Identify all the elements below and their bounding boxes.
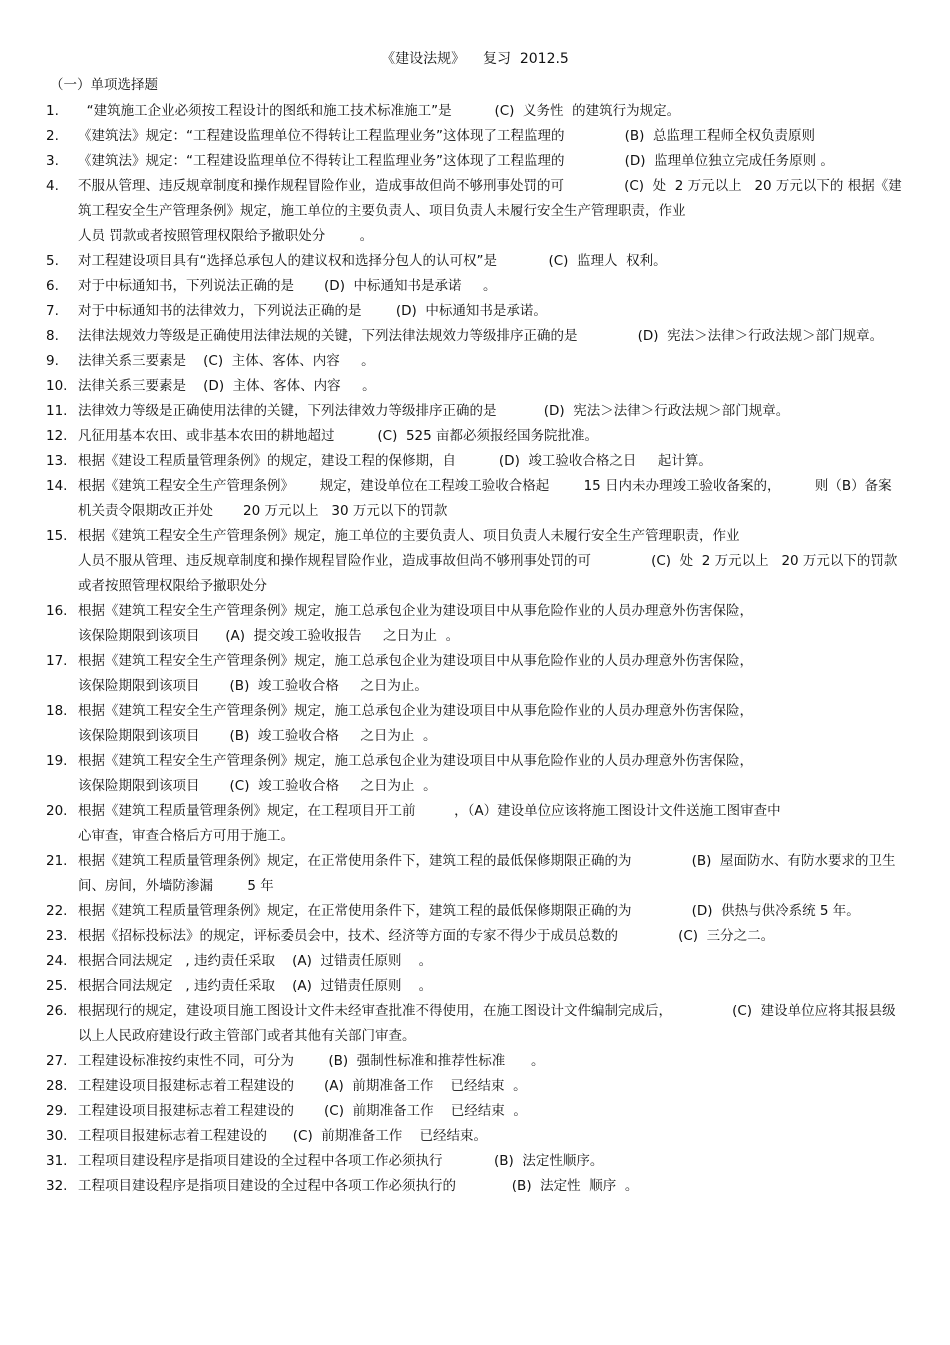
item-number: 19.: [46, 753, 68, 769]
item-text: 工程建设项目报建标志着工程建设的 (A) 前期准备工作 已经结束 。: [78, 1078, 527, 1094]
list-item: [46, 1174, 902, 1199]
item-text: 工程建设标准按约束性不同，可分为 (B) 强制性标准和推荐性标准 。: [78, 1053, 545, 1069]
list-item: [46, 1049, 902, 1074]
list-item: [46, 799, 902, 849]
item-text: 根据《建筑工程质量管理条例》规定，在正常使用条件下，建筑工程的最低保修期限正确的为 (B) 屋面防水、有防水要求的卫生间、房间，外墙防渗漏 5 年: [78, 853, 896, 894]
list-item: [46, 899, 902, 924]
item-number: 29.: [46, 1103, 68, 1119]
item-number: 21.: [46, 853, 68, 869]
item-number: 17.: [46, 653, 68, 669]
item-number: 32.: [46, 1178, 68, 1194]
list-item: [46, 474, 902, 524]
item-text: 根据《建筑工程质量管理条例》规定，在正常使用条件下，建筑工程的最低保修期限正确的为 (D) 供热与供冷系统 5 年。: [78, 903, 860, 919]
list-item: [46, 599, 902, 649]
list-item: [46, 1149, 902, 1174]
item-number: 30.: [46, 1128, 68, 1144]
item-text: 根据《招标投标法》的规定，评标委员会中，技术、经济等方面的专家不得少于成员总数的 (C) 三分之二。: [78, 928, 775, 944]
item-text: 对于中标通知书，下列说法正确的是 (D) 中标通知书是承诺 。: [78, 278, 497, 294]
list-item: [46, 649, 902, 699]
item-text: 根据合同法规定 , 违约责任采取 (A) 过错责任原则 。: [78, 953, 433, 969]
item-text: 《建筑法》规定：“工程建设监理单位不得转让工程监理业务”这体现了工程监理的 (D) 监理单位独立完成任务原则 。: [78, 153, 834, 169]
item-text: 凡征用基本农田、或非基本农田的耕地超过 (C) 525 亩都必须报经国务院批准。: [78, 428, 599, 444]
list-item: [46, 249, 902, 274]
list-item: [46, 349, 902, 374]
list-item: [46, 299, 902, 324]
item-text: 根据《建设工程质量管理条例》的规定，建设工程的保修期，自 (D) 竣工验收合格之日 起计算。: [78, 453, 712, 469]
item-number: 7.: [46, 303, 59, 319]
item-number: 11.: [46, 403, 68, 419]
item-number: 10.: [46, 378, 68, 394]
item-number: 14.: [46, 478, 68, 494]
item-text: 根据《建筑工程安全生产管理条例》规定，施工总承包企业为建设项目中从事危险作业的人员办理意外伤害保险， 该保险期限到该项目 (B) 竣工验收合格 之日为止 。: [78, 703, 753, 744]
item-number: 4.: [46, 178, 59, 194]
item-number: 25.: [46, 978, 68, 994]
list-item: [46, 124, 902, 149]
list-item: [46, 424, 902, 449]
item-text: 根据《建筑工程安全生产管理条例》规定，施工总承包企业为建设项目中从事危险作业的人员办理意外伤害保险， 该保险期限到该项目 (B) 竣工验收合格 之日为止。: [78, 653, 753, 694]
item-text: 法律关系三要素是 (C) 主体、客体、内容 。: [78, 353, 375, 369]
item-text: 根据合同法规定 , 违约责任采取 (A) 过错责任原则 。: [78, 978, 433, 994]
item-text: 对工程建设项目具有“选择总承包人的建议权和选择分包人的认可权”是 (C) 监理人 权利。: [78, 253, 667, 269]
list-item: [46, 449, 902, 474]
item-number: 13.: [46, 453, 68, 469]
item-number: 23.: [46, 928, 68, 944]
item-text: 工程建设项目报建标志着工程建设的 (C) 前期准备工作 已经结束 。: [78, 1103, 527, 1119]
item-number: 6.: [46, 278, 59, 294]
list-item: [46, 274, 902, 299]
item-text: 对于中标通知书的法律效力，下列说法正确的是 (D) 中标通知书是承诺。: [78, 303, 547, 319]
list-item: [46, 324, 902, 349]
item-text: 根据《建筑工程安全生产管理条例》规定，施工总承包企业为建设项目中从事危险作业的人员办理意外伤害保险， 该保险期限到该项目 (A) 提交竣工验收报告 之日为止 。: [78, 603, 753, 644]
item-text: 法律效力等级是正确使用法律的关键，下列法律效力等级排序正确的是 (D) 宪法＞法律＞行政法规＞部门规章。: [78, 403, 790, 419]
list-item: [46, 699, 902, 749]
document-title: 《建设法规》 复习 2012.5: [381, 51, 569, 67]
list-item: [46, 949, 902, 974]
item-text: 法律法规效力等级是正确使用法律法规的关键，下列法律法规效力等级排序正确的是 (D) 宪法＞法律＞行政法规＞部门规章。: [78, 328, 884, 344]
item-number: 1.: [46, 103, 59, 119]
list-item: [46, 399, 902, 424]
item-number: 12.: [46, 428, 68, 444]
list-item: [46, 99, 902, 124]
list-item: [46, 1124, 902, 1149]
item-number: 24.: [46, 953, 68, 969]
item-text: 法律关系三要素是 (D) 主体、客体、内容 。: [78, 378, 376, 394]
section-heading: （一）单项选择题: [50, 77, 158, 93]
list-item: [46, 174, 902, 249]
item-text: “建筑施工企业必须按工程设计的图纸和施工技术标准施工”是 (C) 义务性 的建筑行为规定。: [78, 103, 681, 119]
item-text: 工程项目报建标志着工程建设的 (C) 前期准备工作 已经结束。: [78, 1128, 487, 1144]
list-item: [46, 849, 902, 899]
item-text: 工程项目建设程序是指项目建设的全过程中各项工作必须执行 (B) 法定性顺序。: [78, 1153, 604, 1169]
question-list: [46, 99, 902, 1199]
list-item: [46, 374, 902, 399]
list-item: [46, 749, 902, 799]
item-number: 22.: [46, 903, 68, 919]
item-text: 根据《建筑工程安全生产管理条例》 规定，建设单位在工程竣工验收合格起 15 日内未办理竣工验收备案的， 则（B）备案机关责令限期改正并处 20 万元以上 30 万元以下的罚款: [78, 478, 892, 519]
item-text: 根据《建筑工程安全生产管理条例》规定，施工总承包企业为建设项目中从事危险作业的人员办理意外伤害保险， 该保险期限到该项目 (C) 竣工验收合格 之日为止 。: [78, 753, 753, 794]
item-text: 不服从管理、违反规章制度和操作规程冒险作业，造成事故但尚不够刑事处罚的可 (C) 处 2 万元以上 20 万元以下的 根据《建筑工程安全生产管理条例》规定，施工单位的主要负责人、项目负责人未履行安全生产管理职责，作业 人员 罚款或者按照管理权限给予撤职处分 。: [78, 178, 902, 244]
item-number: 5.: [46, 253, 59, 269]
item-number: 15.: [46, 528, 68, 544]
list-item: [46, 924, 902, 949]
item-number: 27.: [46, 1053, 68, 1069]
item-text: 根据《建筑工程质量管理条例》规定，在工程项目开工前 ，（A）建设单位应该将施工图设计文件送施工图审查中 心审查，审查合格后方可用于施工。: [78, 803, 781, 844]
list-item: [46, 974, 902, 999]
item-text: 根据现行的规定，建设项目施工图设计文件未经审查批准不得使用，在施工图设计文件编制完成后， (C) 建设单位应将其报县级以上人民政府建设行政主管部门或者其他有关部门审查。: [78, 1003, 896, 1044]
item-number: 26.: [46, 1003, 68, 1019]
item-number: 3.: [46, 153, 59, 169]
item-number: 8.: [46, 328, 59, 344]
list-item: [46, 1099, 902, 1124]
item-number: 20.: [46, 803, 68, 819]
item-text: 《建筑法》规定：“工程建设监理单位不得转让工程监理业务”这体现了工程监理的 (B) 总监理工程师全权负责原则: [78, 128, 815, 144]
list-item: [46, 149, 902, 174]
item-number: 2.: [46, 128, 59, 144]
item-number: 16.: [46, 603, 68, 619]
item-text: 根据《建筑工程安全生产管理条例》规定，施工单位的主要负责人、项目负责人未履行安全生产管理职责，作业 人员不服从管理、违反规章制度和操作规程冒险作业，造成事故但尚不够刑事处罚的可 (C) 处 2 万元以上 20 万元以下的罚款或者按照管理权限给予撤职处分: [78, 528, 898, 594]
item-text: 工程项目建设程序是指项目建设的全过程中各项工作必须执行的 (B) 法定性 顺序 。: [78, 1178, 639, 1194]
list-item: [46, 999, 902, 1049]
item-number: 28.: [46, 1078, 68, 1094]
list-item: [46, 524, 902, 599]
item-number: 9.: [46, 353, 59, 369]
list-item: [46, 1074, 902, 1099]
item-number: 31.: [46, 1153, 68, 1169]
item-number: 18.: [46, 703, 68, 719]
